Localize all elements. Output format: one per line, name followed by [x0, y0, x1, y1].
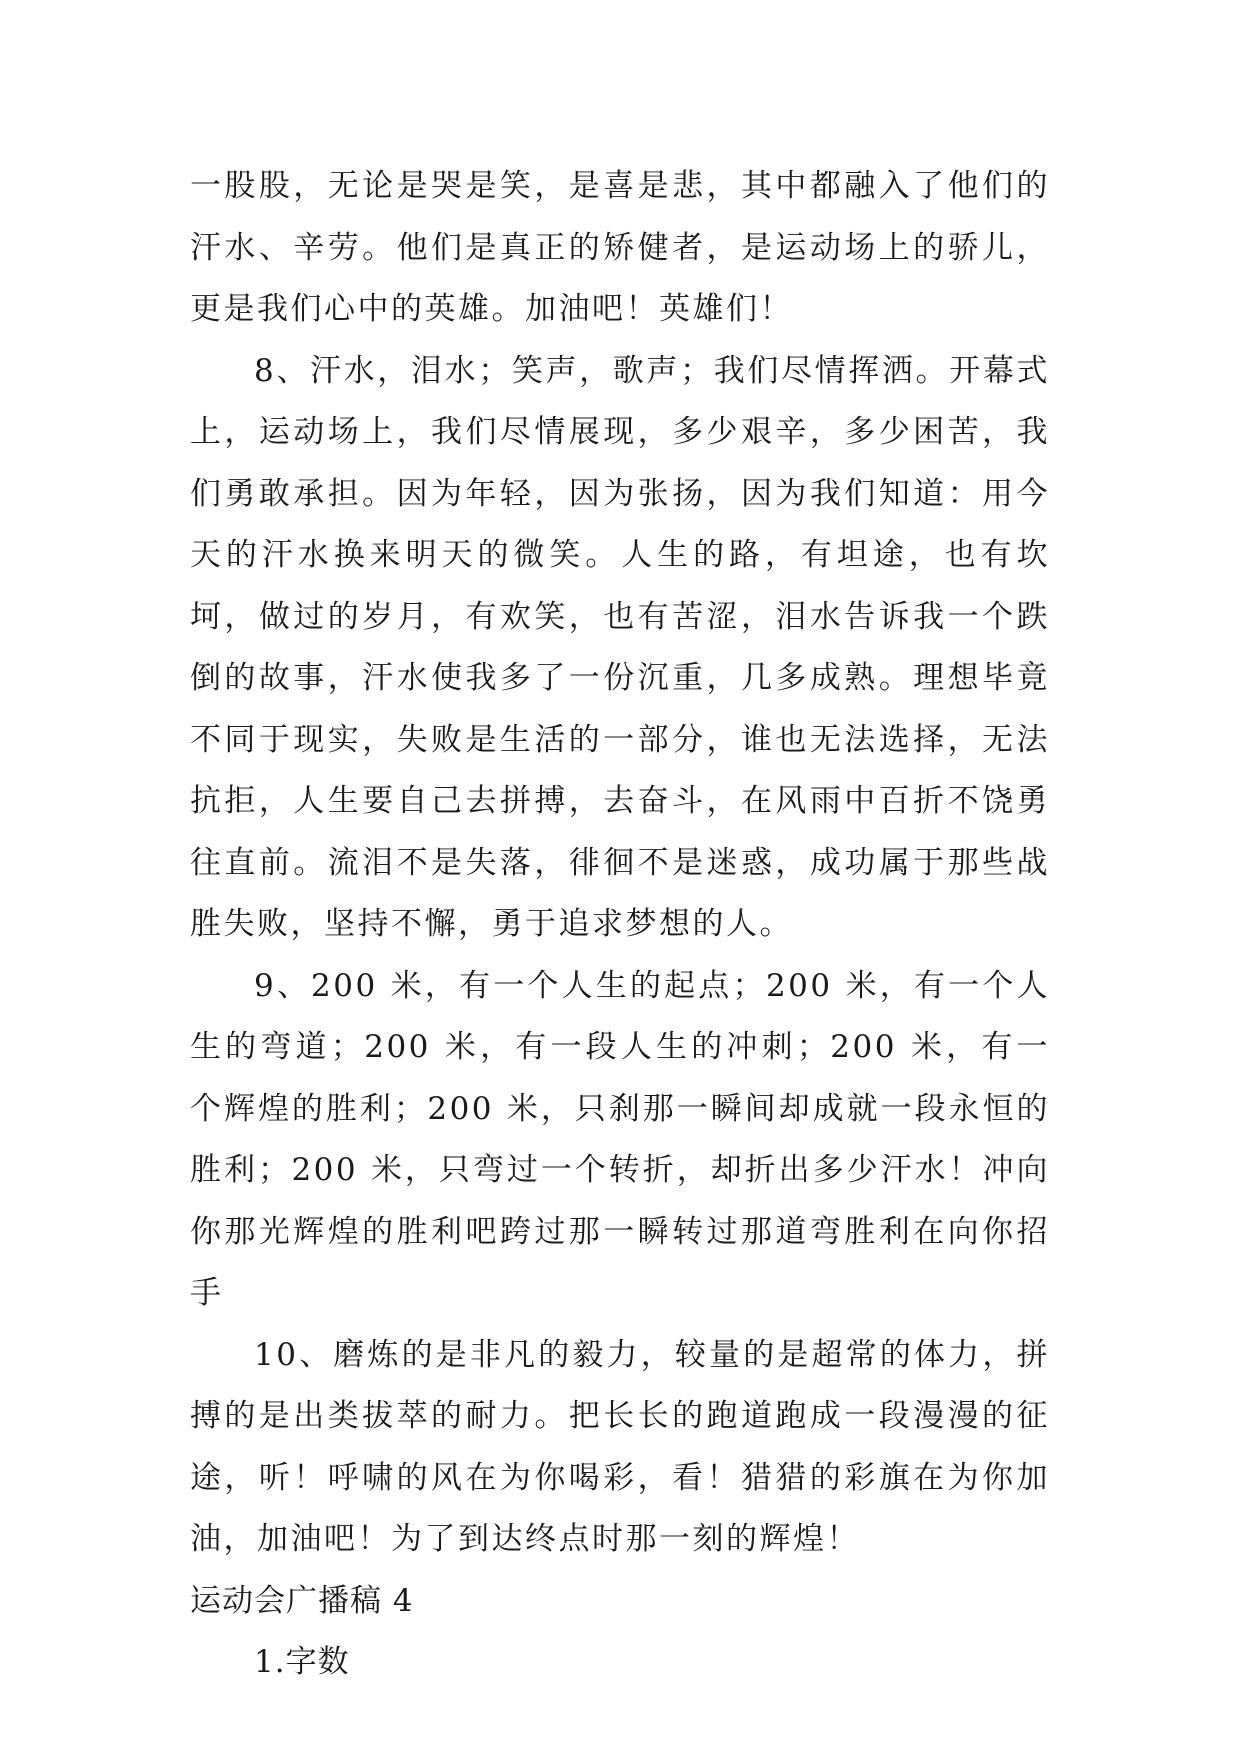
paragraph-continued: 一股股，无论是哭是笑，是喜是悲，其中都融入了他们的汗水、辛劳。他们是真正的矫健者，是运动场上的骄儿，更是我们心中的英雄。加油吧！英雄们！ — [190, 168, 1050, 327]
subsection-title: 1.字数 — [254, 1644, 350, 1680]
section-title: 运动会广播稿 4 — [190, 1582, 414, 1619]
document-body — [190, 156, 1050, 1694]
paragraph-item-9: 9、200 米，有一个人生的起点；200 米，有一个人生的弯道；200 米，有一段人生的冲刺；200 米，有一个辉煌的胜利；200 米，只刹那一瞬间却成就一段永恒的胜利；200 米，只弯过一个转折，却折出多少汗水！冲向你那光辉煌的胜利吧跨过那一瞬转过那道弯胜利在向你招手 — [190, 967, 1050, 1311]
paragraph-item-10: 10、磨炼的是非凡的毅力，较量的是超常的体力，拼搏的是出类拔萃的耐力。把长长的跑道跑成一段漫漫的征途，听！呼啸的风在为你喝彩，看！猎猎的彩旗在为你加油，加油吧！为了到达终点时那一刻的辉煌！ — [190, 1336, 1050, 1557]
paragraph-item-8: 8、汗水，泪水；笑声，歌声；我们尽情挥洒。开幕式上，运动场上，我们尽情展现，多少艰辛，多少困苦，我们勇敢承担。因为年轻，因为张扬，因为我们知道：用今天的汗水换来明天的微笑。人生的路，有坦途，也有坎坷，做过的岁月，有欢笑，也有苦涩，泪水告诉我一个跌倒的故事，汗水使我多了一份沉重，几多成熟。理想毕竟不同于现实，失败是生活的一部分，谁也无法选择，无法抗拒，人生要自己去拼搏，去奋斗，在风雨中百折不饶勇往直前。流泪不是失落，徘徊不是迷惑，成功属于那些战胜失败，坚持不懈，勇于追求梦想的人。 — [190, 352, 1050, 942]
